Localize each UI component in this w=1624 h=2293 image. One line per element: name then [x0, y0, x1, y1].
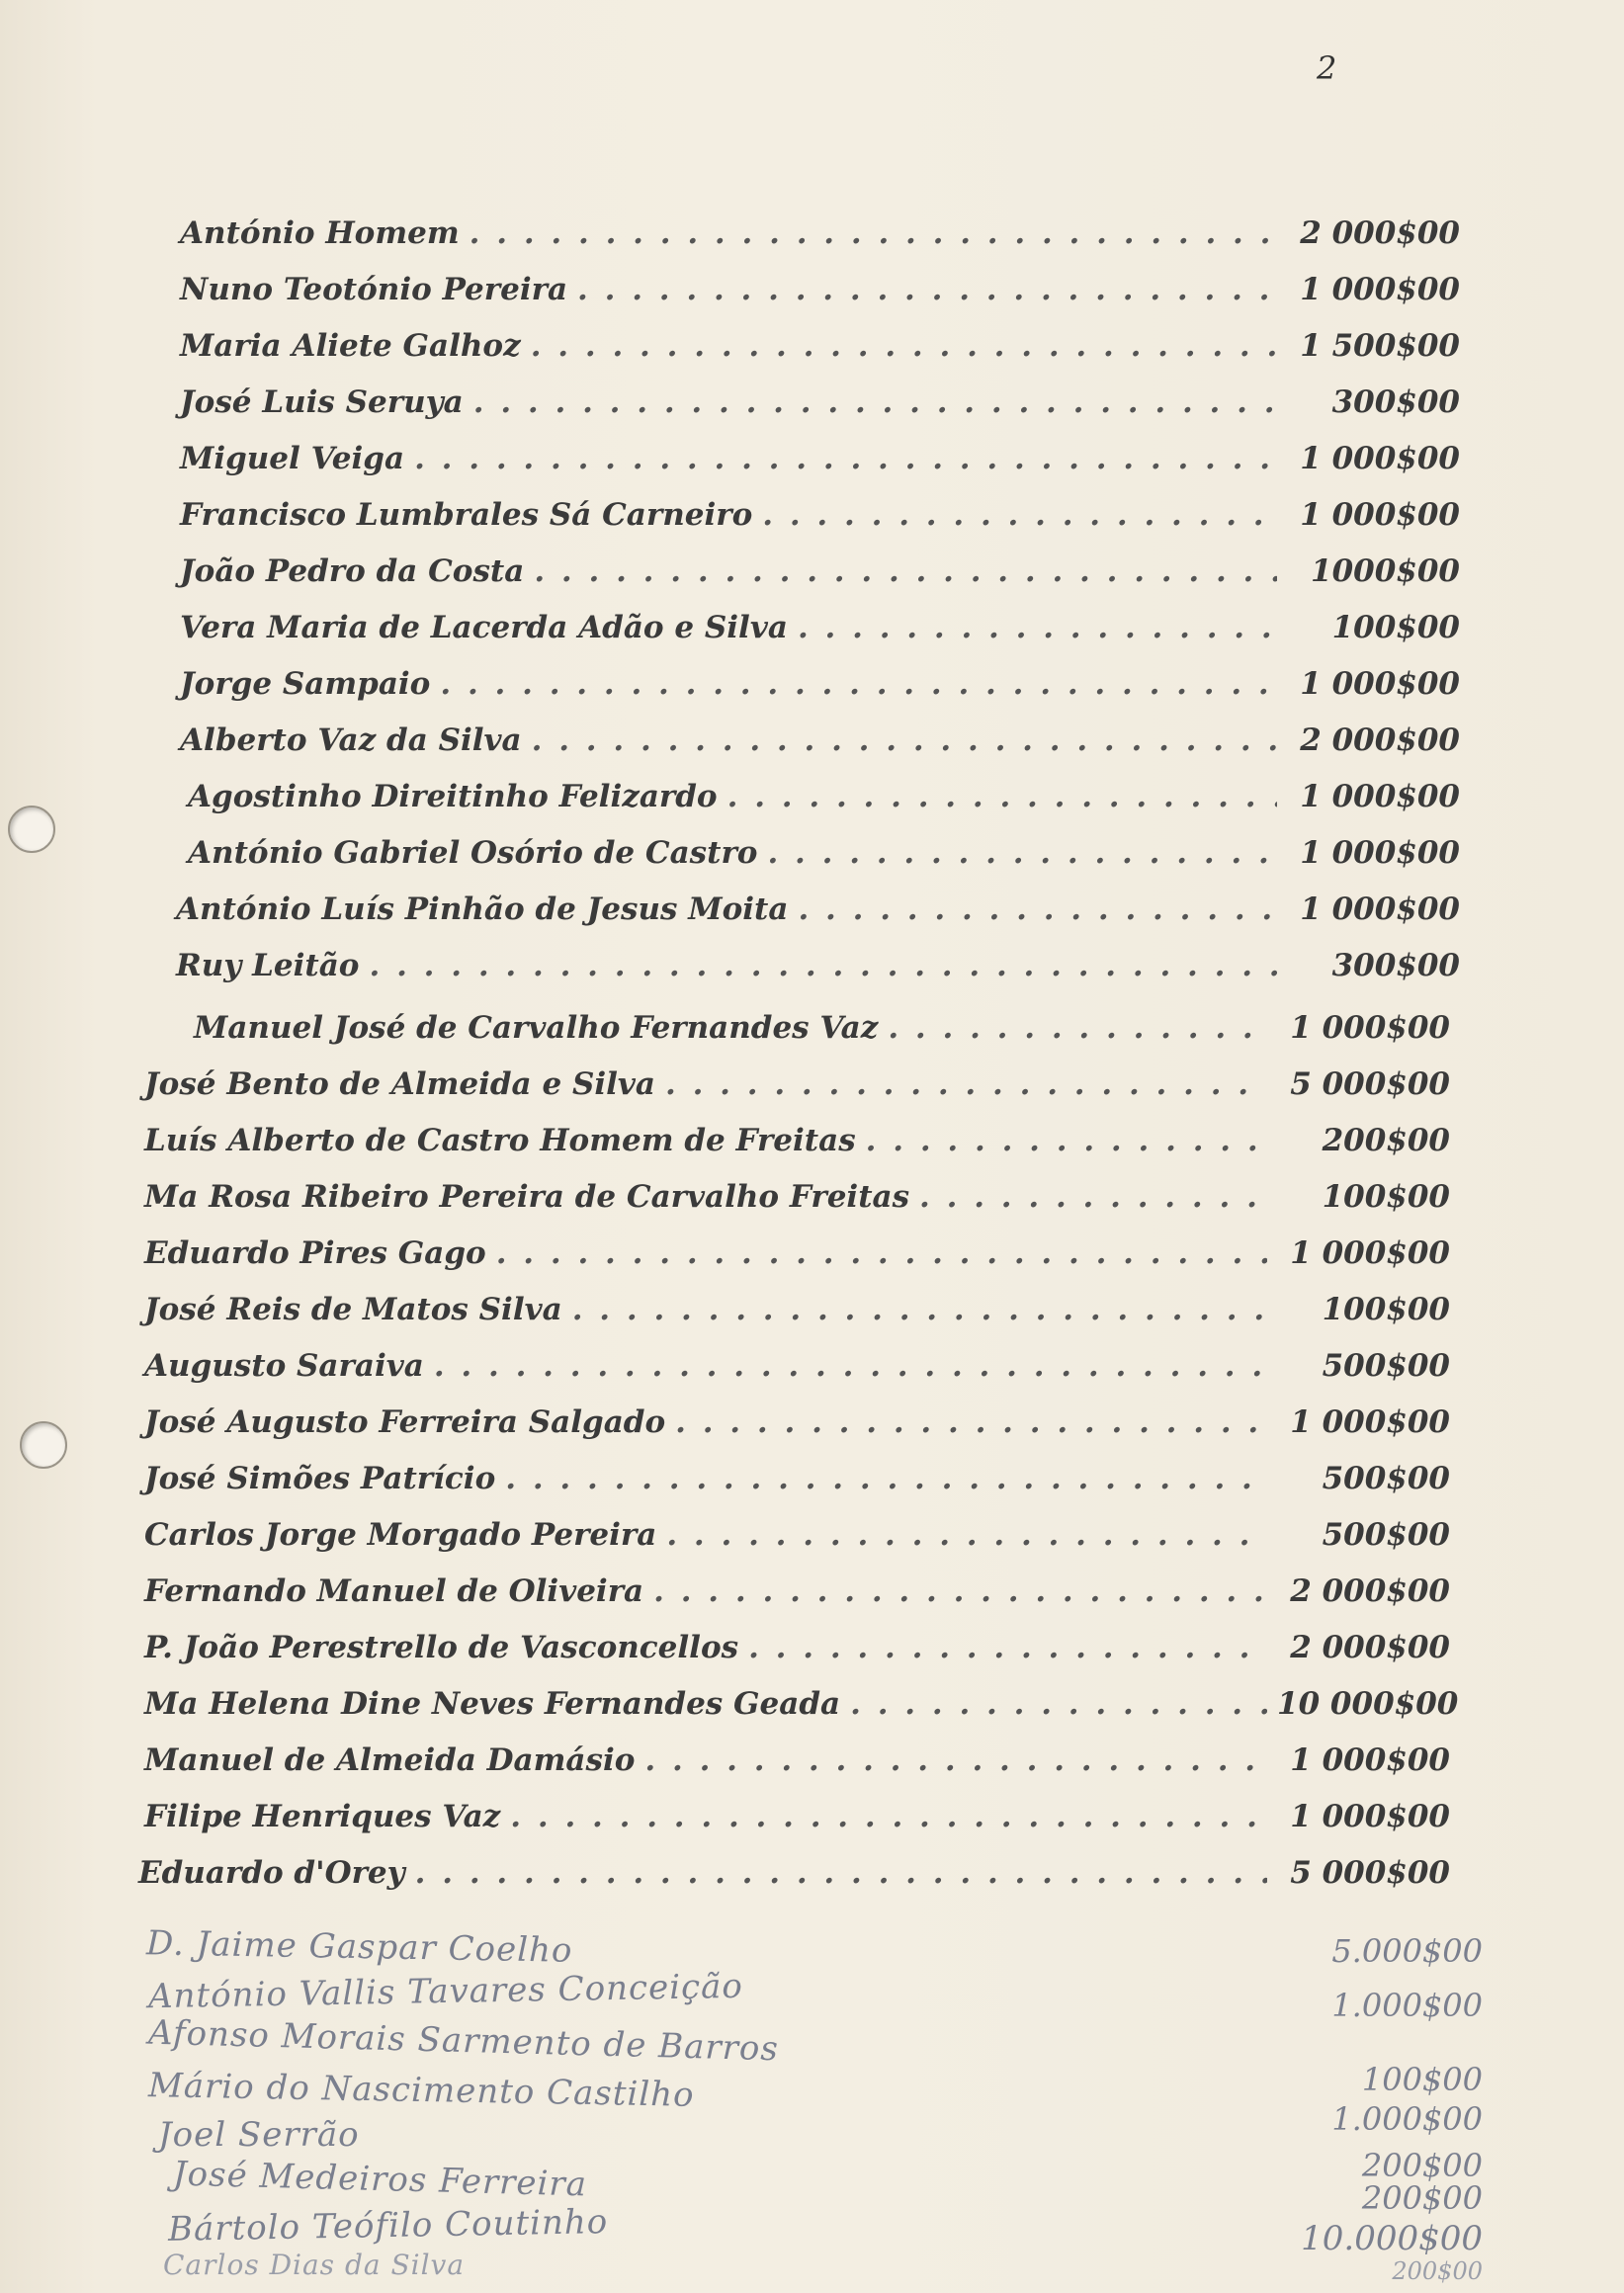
leader-dots	[370, 948, 1278, 983]
contributor-name: José Augusto Ferreira Salgado	[144, 1404, 666, 1440]
contributor-name: Eduardo d'Orey	[138, 1855, 405, 1891]
leader-dots	[532, 722, 1277, 758]
contribution-amount: 1 000$00	[1290, 1404, 1450, 1440]
contributor-name: P. João Perestrello de Vasconcellos	[144, 1630, 739, 1665]
list-item	[0, 1010, 1450, 1050]
contribution-amount: 1 000$00	[1300, 892, 1460, 927]
handwritten-amount: 5.000$00	[1331, 1932, 1483, 1970]
list-item	[0, 1348, 1450, 1388]
handwritten-name: D. Jaime Gaspar Coelho	[145, 1923, 573, 1971]
contribution-amount: 5 000$00	[1290, 1066, 1450, 1102]
list-item	[0, 272, 1460, 311]
handwritten-amount: 10.000$00	[1301, 2219, 1483, 2258]
leader-dots	[798, 892, 1277, 927]
contribution-amount: 2 000$00	[1300, 215, 1460, 251]
leader-dots	[414, 441, 1277, 476]
list-item	[0, 1573, 1450, 1613]
contributor-name: Maria Aliete Galhoz	[180, 328, 521, 364]
list-item	[0, 1179, 1450, 1219]
contribution-amount: 10 000$00	[1277, 1686, 1459, 1722]
contribution-amount: 1000$00	[1311, 553, 1460, 589]
list-item	[0, 553, 1460, 593]
contributor-name: Miguel Veiga	[180, 441, 405, 476]
contributor-name: João Pedro da Costa	[180, 553, 525, 589]
contribution-amount: 2 000$00	[1290, 1573, 1450, 1609]
leader-dots	[510, 1799, 1267, 1834]
contribution-amount: 1 000$00	[1300, 779, 1460, 814]
contribution-amount: 1 000$00	[1290, 1235, 1450, 1271]
handwritten-name: Afonso Morais Sarmento de Barros	[147, 2012, 780, 2070]
list-item	[0, 1235, 1450, 1275]
list-item	[0, 441, 1460, 480]
list-item	[0, 1066, 1450, 1106]
contributor-name: José Reis de Matos Silva	[144, 1292, 562, 1327]
leader-dots	[653, 1573, 1267, 1609]
leader-dots	[644, 1742, 1267, 1778]
contributor-name: António Luís Pinhão de Jesus Moita	[176, 892, 789, 927]
list-item	[0, 1404, 1450, 1444]
leader-dots	[415, 1855, 1267, 1891]
handwritten-name: Joel Serrão	[158, 2115, 360, 2155]
leader-dots	[572, 1292, 1267, 1327]
leader-dots	[798, 610, 1277, 645]
list-item	[0, 328, 1460, 368]
leader-dots	[473, 384, 1277, 420]
contribution-amount: 2 000$00	[1300, 722, 1460, 758]
leader-dots	[727, 779, 1277, 814]
list-item	[0, 835, 1460, 875]
leader-dots	[440, 666, 1277, 702]
contribution-amount: 300$00	[1331, 948, 1460, 983]
handwritten-name: José Medeiros Ferreira	[172, 2154, 588, 2205]
list-item	[0, 384, 1460, 424]
contribution-amount: 100$00	[1322, 1292, 1450, 1327]
contribution-amount: 500$00	[1322, 1461, 1450, 1496]
contribution-amount: 5 000$00	[1290, 1855, 1450, 1891]
contributor-name: Agostinho Direitinho Felizardo	[188, 779, 718, 814]
list-item	[0, 497, 1460, 537]
contributor-name: António Homem	[180, 215, 460, 251]
leader-dots	[748, 1630, 1267, 1665]
leader-dots	[767, 835, 1277, 871]
list-item	[0, 1517, 1450, 1557]
handwritten-name: Bártolo Teófilo Coutinho	[167, 2202, 609, 2250]
list-item	[0, 666, 1460, 706]
handwritten-amount: 200$00	[1361, 2179, 1483, 2217]
handwritten-name: Mário do Nascimento Castilho	[147, 2066, 695, 2115]
contribution-amount: 1 000$00	[1300, 666, 1460, 702]
contributor-name: Francisco Lumbrales Sá Carneiro	[180, 497, 753, 533]
contribution-amount: 300$00	[1331, 384, 1460, 420]
list-item	[0, 1123, 1450, 1162]
list-item	[0, 1292, 1450, 1331]
leader-dots	[675, 1404, 1267, 1440]
leader-dots	[762, 497, 1277, 533]
handwritten-amount: 1.000$00	[1331, 2100, 1483, 2138]
contribution-amount: 1 000$00	[1300, 272, 1460, 307]
leader-dots	[434, 1348, 1267, 1384]
list-item	[0, 610, 1460, 649]
contribution-amount: 1 000$00	[1300, 835, 1460, 871]
list-item	[0, 722, 1460, 762]
list-item	[0, 1799, 1450, 1838]
contributor-name: Vera Maria de Lacerda Adão e Silva	[180, 610, 788, 645]
list-item	[0, 1855, 1450, 1895]
contributor-name: António Gabriel Osório de Castro	[188, 835, 758, 871]
contribution-amount: 100$00	[1331, 610, 1460, 645]
contribution-amount: 1 000$00	[1300, 441, 1460, 476]
contribution-amount: 2 000$00	[1290, 1630, 1450, 1665]
contribution-amount: 100$00	[1322, 1179, 1450, 1215]
contributor-name: Ma Rosa Ribeiro Pereira de Carvalho Freitas	[144, 1179, 910, 1215]
list-item	[0, 215, 1460, 255]
page-number: 2	[1317, 49, 1337, 87]
leader-dots	[919, 1179, 1267, 1215]
handwritten-amount: 1.000$00	[1331, 1987, 1483, 2024]
list-item	[0, 1461, 1450, 1500]
contributor-name: Filipe Henriques Vaz	[144, 1799, 501, 1834]
list-item	[0, 948, 1460, 987]
contributor-name: José Simões Patrício	[144, 1461, 496, 1496]
contribution-amount: 500$00	[1322, 1348, 1450, 1384]
contributor-name: José Luis Seruya	[180, 384, 464, 420]
contributor-name: Eduardo Pires Gago	[144, 1235, 486, 1271]
leader-dots	[470, 215, 1277, 251]
contributor-name: Ruy Leitão	[176, 948, 360, 983]
contribution-amount: 1 500$00	[1300, 328, 1460, 364]
contributor-name: Manuel José de Carvalho Fernandes Vaz	[194, 1010, 879, 1046]
contribution-amount: 1 000$00	[1290, 1742, 1450, 1778]
list-item	[0, 1630, 1450, 1669]
contribution-amount: 200$00	[1322, 1123, 1450, 1158]
handwritten-name: Carlos Dias da Silva	[163, 2249, 466, 2281]
handwritten-amount: 100$00	[1361, 2061, 1483, 2098]
leader-dots	[866, 1123, 1267, 1158]
handwritten-amount: 200$00	[1392, 2257, 1483, 2285]
list-item	[0, 779, 1460, 818]
contributor-name: José Bento de Almeida e Silva	[144, 1066, 655, 1102]
list-item	[0, 1686, 1459, 1726]
contributor-name: Manuel de Almeida Damásio	[144, 1742, 636, 1778]
leader-dots	[665, 1066, 1267, 1102]
handwritten-name: António Vallis Tavares Conceição	[147, 1966, 744, 2017]
contributor-name: Carlos Jorge Morgado Pereira	[144, 1517, 657, 1553]
handwritten-amount: 200$00	[1361, 2147, 1483, 2184]
contributor-name: Luís Alberto de Castro Homem de Freitas	[144, 1123, 856, 1158]
list-item	[0, 892, 1460, 931]
contribution-amount: 1 000$00	[1290, 1799, 1450, 1834]
contributor-name: Ma Helena Dine Neves Fernandes Geada	[144, 1686, 841, 1722]
contributor-name: Augusto Saraiva	[144, 1348, 424, 1384]
list-item	[0, 1742, 1450, 1782]
leader-dots	[496, 1235, 1267, 1271]
leader-dots	[850, 1686, 1267, 1722]
contribution-amount: 500$00	[1322, 1517, 1450, 1553]
leader-dots	[666, 1517, 1267, 1553]
contributor-name: Fernando Manuel de Oliveira	[144, 1573, 644, 1609]
contributor-name: Jorge Sampaio	[180, 666, 431, 702]
leader-dots	[577, 272, 1277, 307]
contribution-amount: 1 000$00	[1290, 1010, 1450, 1046]
contributor-name: Nuno Teotónio Pereira	[180, 272, 568, 307]
leader-dots	[534, 553, 1277, 589]
leader-dots	[505, 1461, 1267, 1496]
contribution-amount: 1 000$00	[1300, 497, 1460, 533]
leader-dots	[531, 328, 1277, 364]
contributor-name: Alberto Vaz da Silva	[180, 722, 522, 758]
leader-dots	[888, 1010, 1267, 1046]
